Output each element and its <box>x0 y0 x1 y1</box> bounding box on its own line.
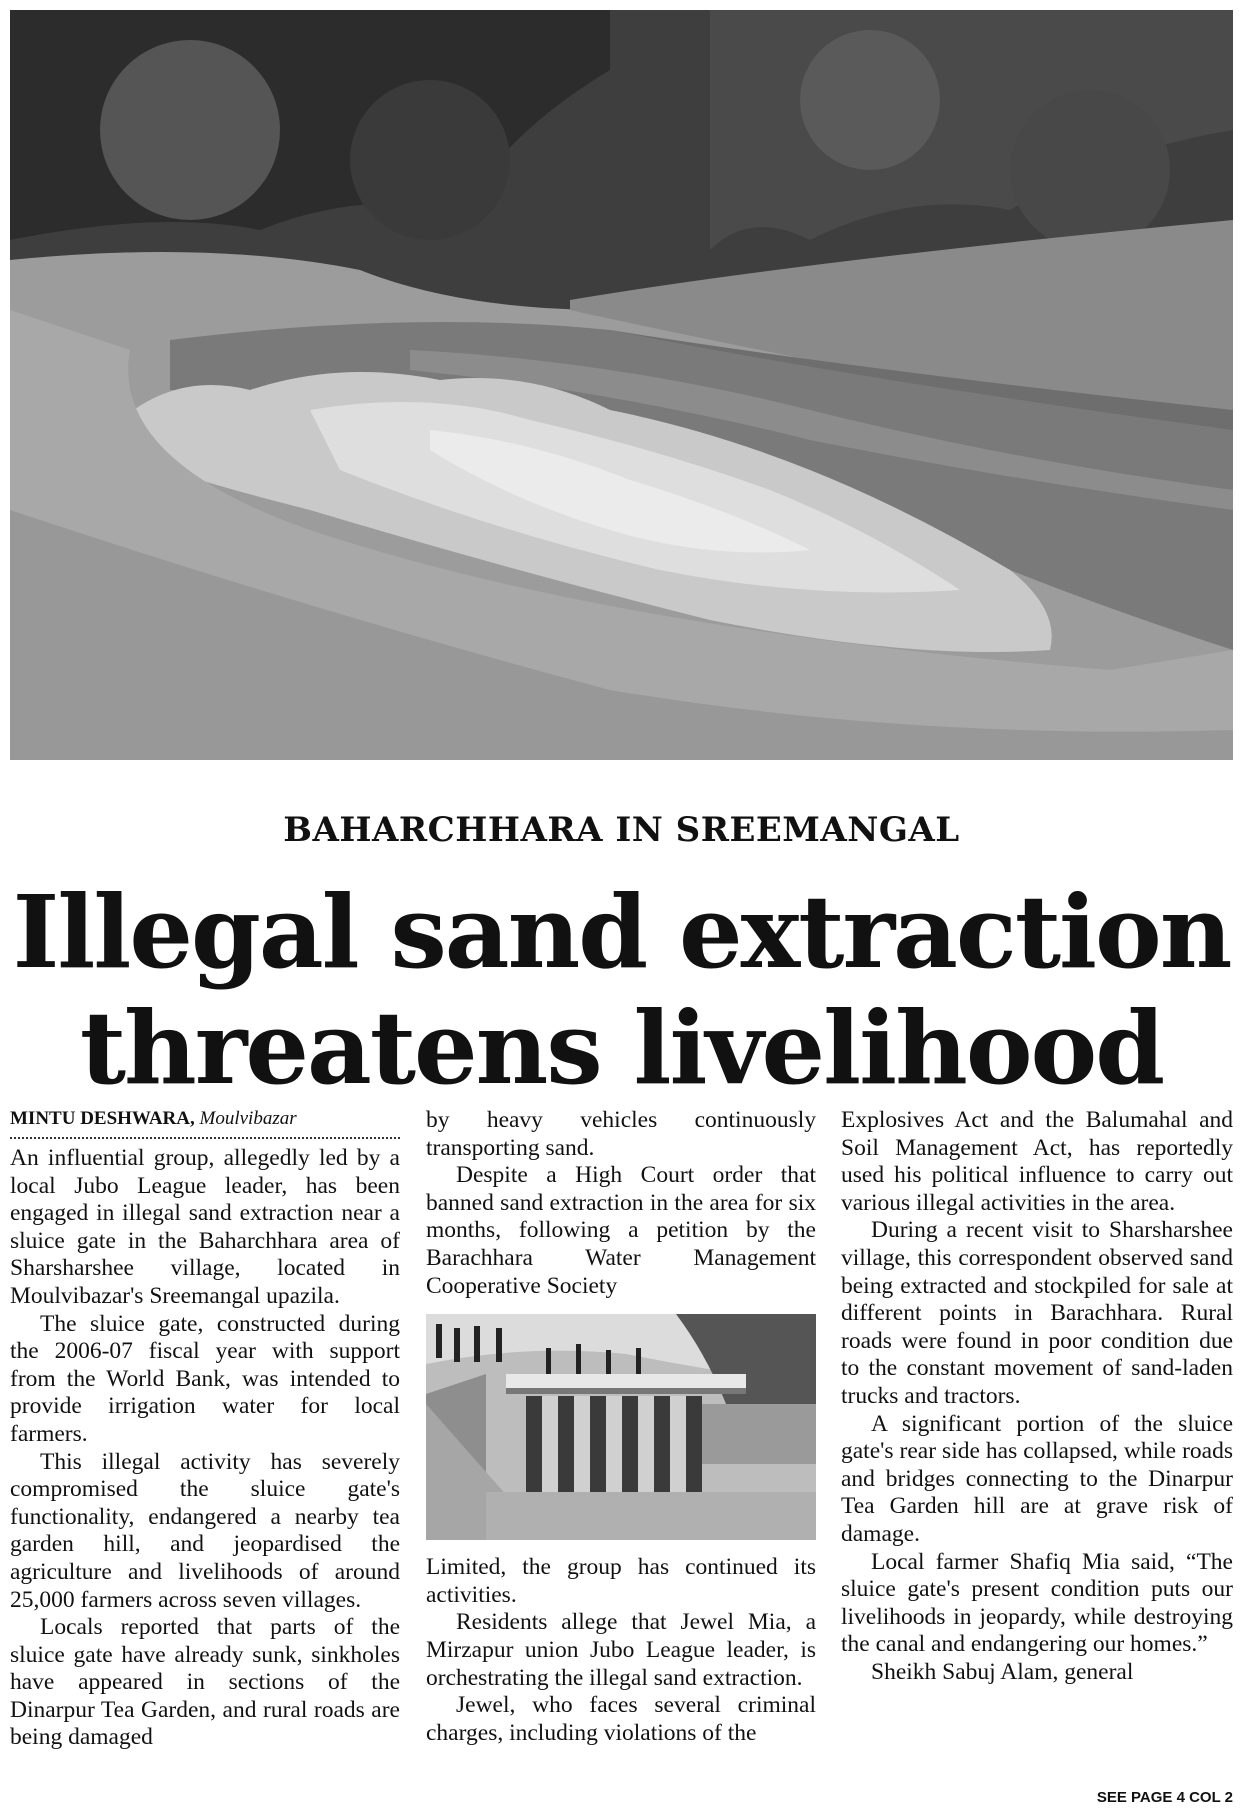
headline-line-1: Illegal sand extraction <box>12 873 1231 991</box>
article-column-3 <box>841 1107 1233 1797</box>
paragraph: The sluice gate, constructed during the 2006-07 fiscal year with support from the World Bank, was intended to provide irrigation water for local farmers. <box>10 1310 400 1447</box>
paragraph: An influential group, allegedly led by a local Jubo League leader, has been engaged in illegal sand extraction near a sluice gate in the Baharchhara area of Sharsharshee village, located in Moulvibazar's Sreemangal upazila. <box>10 1145 400 1309</box>
paragraph: by heavy vehicles continuously transporting sand. <box>426 1107 816 1161</box>
headline-line-2: threatens livelihood <box>79 989 1164 1107</box>
main-photo-sand-piles <box>10 10 1233 760</box>
paragraph: A significant portion of the sluice gate's rear side has collapsed, while roads and bridges connecting to the Dinarpur Tea Garden hill are at grave risk of damage. <box>841 1410 1233 1547</box>
article-column-2 <box>426 1107 816 1797</box>
paragraph: Despite a High Court order that banned sand extraction in the area for six months, following a petition by the Barachhara Water Management Cooperative Society <box>426 1162 816 1299</box>
sluice-gate-photo <box>426 1314 816 1540</box>
paragraph: Explosives Act and the Balumahal and Soil Management Act, has reportedly used his political influence to carry out various illegal activities in the area. <box>841 1107 1233 1216</box>
byline-author: MINTU DESHWARA, <box>10 1108 195 1129</box>
article-kicker: BAHARCHHARA IN SREEMANGAL <box>283 810 960 850</box>
paragraph: Local farmer Shafiq Mia said, “The sluice gate's present condition puts our livelihoods in jeopardy, while destroying the canal and endangering our homes.” <box>841 1548 1233 1658</box>
paragraph: During a recent visit to Sharsharshee village, this correspondent observed sand being extracted and stockpiled for sale at different points in Barachhara. Rural roads were found in poor condition due to the constant movement of sand-laden trucks and tractors. <box>841 1217 1233 1409</box>
paragraph: Sheikh Sabuj Alam, general <box>871 1658 1134 1685</box>
article-column-1 <box>10 1107 400 1797</box>
article-headline <box>0 874 1243 1106</box>
byline <box>10 1107 400 1139</box>
paragraph: Locals reported that parts of the sluice gate have already sunk, sinkholes have appeared in sections of the Dinarpur Tea Garden, and rural roads are being damaged <box>10 1614 400 1751</box>
paragraph: Limited, the group has continued its activities. <box>426 1554 816 1608</box>
continued-reference: SEE PAGE 4 COL 2 <box>1096 1789 1233 1806</box>
paragraph: This illegal activity has severely compromised the sluice gate's functionality, endangered a nearby tea garden hill, and jeopardised the agriculture and livelihoods of around 25,000 farmers across seven villages. <box>10 1448 400 1613</box>
paragraph: Jewel, who faces several criminal charges, including violations of the <box>426 1692 816 1746</box>
byline-location: Moulvibazar <box>199 1108 297 1129</box>
paragraph: Residents allege that Jewel Mia, a Mirzapur union Jubo League leader, is orchestrating the illegal sand extraction. <box>426 1609 816 1691</box>
